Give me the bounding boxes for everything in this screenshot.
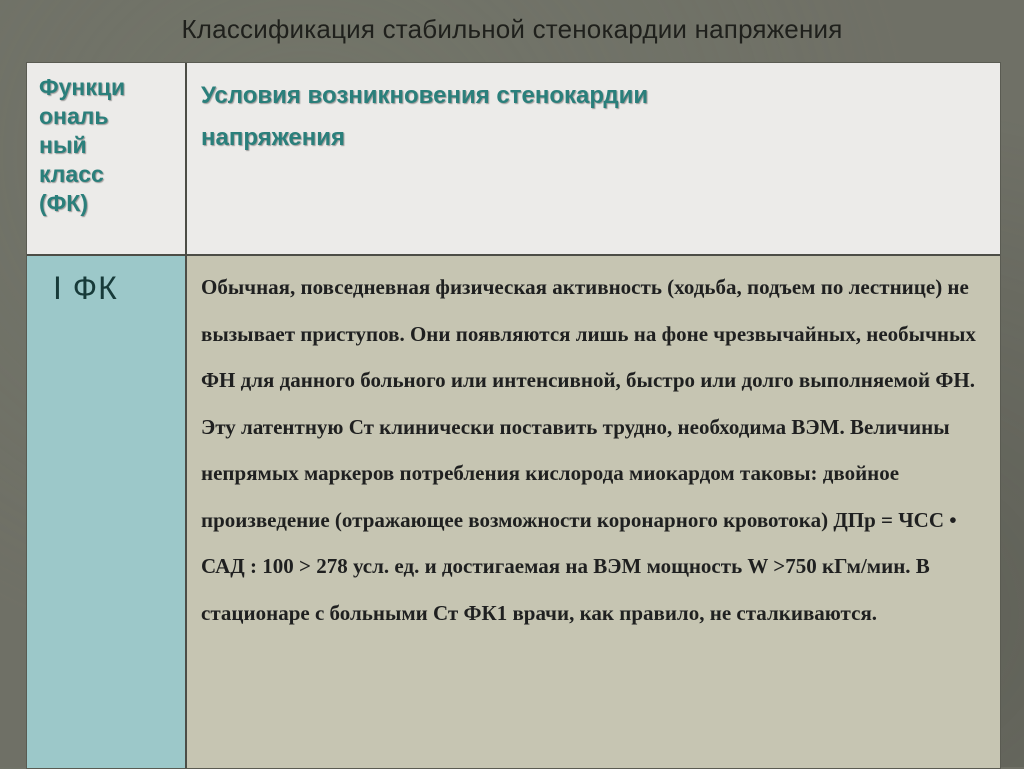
classification-table xyxy=(26,62,1001,769)
header-functional-class-label: Функци ональ ный класс (ФК) xyxy=(39,74,126,216)
row-description-text: Обычная, повседневная физическая активность (ходьба, подъем по лестнице) не вызывает приступов. Они появляются лишь на фоне чрезвычайных, необычных ФН для данного больного или интенсивной, быстро или долго выполняемой ФН. Эту латентную Ст клинически поставить трудно, необходима ВЭМ. Величины непрямых маркеров потребления кислорода миокардом таковы: двойное произведение (отражающее возможности коронарного кровотока) ДПр = ЧСС • САД : 100 > 278 усл. ед. и достигаемая на ВЭМ мощность W >750 кГм/мин. В стационаре с больными Ст ФК1 врачи, как правило, не сталкиваются. xyxy=(201,275,976,625)
row-description-cell xyxy=(187,256,1000,768)
row-class-cell xyxy=(27,256,187,768)
slide-title: Классификация стабильной стенокардии напряжения xyxy=(181,14,843,44)
row-class-label: I ФК xyxy=(53,270,118,306)
header-conditions xyxy=(187,63,1000,256)
header-conditions-label: Условия возникновения стенокардии напряжения xyxy=(201,82,649,151)
header-functional-class xyxy=(27,63,187,256)
